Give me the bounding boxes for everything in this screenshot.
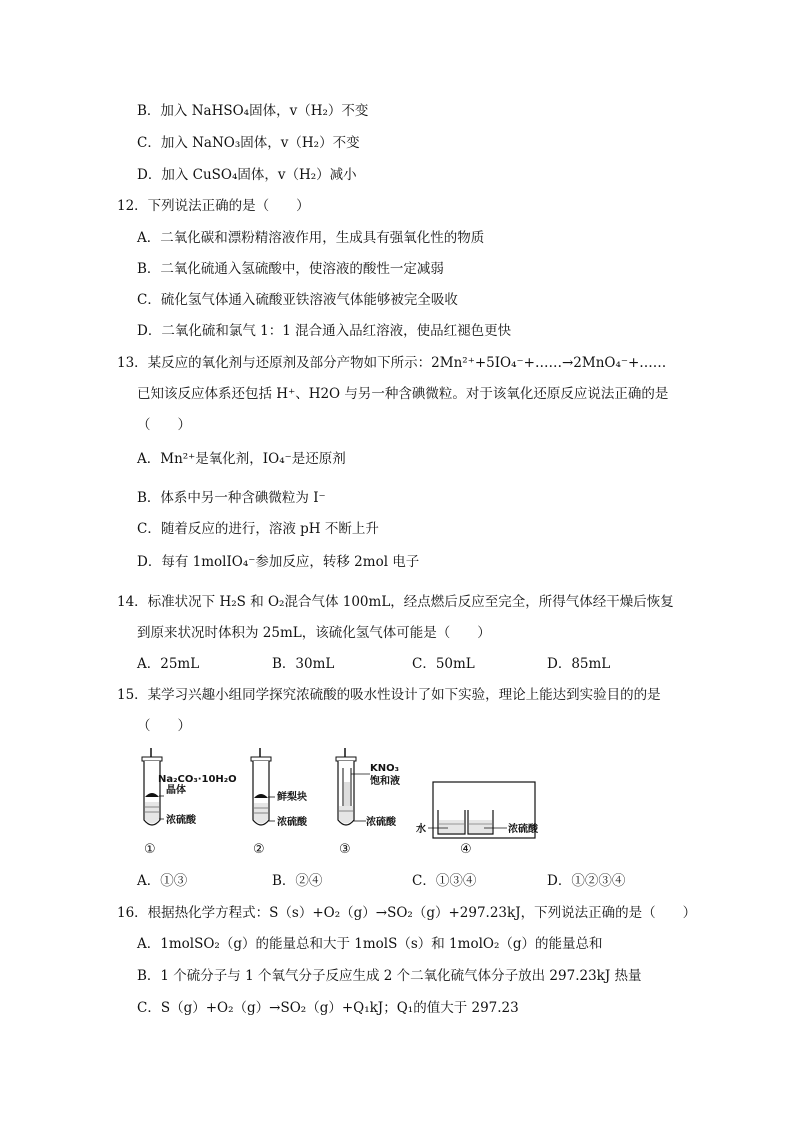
- question-13-paren: （ ）: [137, 417, 191, 433]
- q14-option-b: B．30mL: [272, 656, 335, 672]
- q16-option-a: A．1molSO₂（g）的能量总和大于 1molS（s）和 1molO₂（g）的能量总和: [137, 936, 603, 952]
- q13-option-c: C．随着反应的进行，溶液 pH 不断上升: [137, 521, 379, 537]
- tube2-label-acid: 浓硫酸: [277, 817, 307, 828]
- tube3-label-kno3: KNO₃: [370, 763, 399, 774]
- q15-option-d: D．①②③④: [547, 873, 626, 889]
- test-tube-2: [251, 748, 308, 857]
- test-tube-3: [336, 748, 400, 857]
- tube1-number: ①: [144, 842, 156, 857]
- setup4-number: ④: [460, 842, 472, 857]
- question-13: 13．某反应的氧化剂与还原剂及部分产物如下所示：2Mn²⁺+5IO₄⁻+……→2MnO₄⁻+……: [117, 355, 667, 371]
- question-12: 12．下列说法正确的是（ ）: [117, 198, 310, 214]
- q15-option-b: B．②④: [272, 873, 323, 889]
- tube3-number: ③: [339, 842, 351, 857]
- q13-option-d: D．每有 1molIO₄⁻参加反应，转移 2mol 电子: [137, 554, 420, 570]
- b-option-prev: B．加入 NaHSO₄固体，v（H₂）不变: [137, 103, 369, 119]
- tube1-label-acid: 浓硫酸: [166, 815, 196, 826]
- test-tube-1: [142, 748, 237, 857]
- q14-option-d: D．85mL: [547, 656, 611, 672]
- setup4-label-water: 水: [416, 824, 426, 835]
- q16-option-b: B．1 个硫分子与 1 个氧气分子反应生成 2 个二氧化硫气体分子放出 297.23kJ 热量: [137, 968, 642, 984]
- q13-option-a: A．Mn²⁺是氧化剂，IO₄⁻是还原剂: [137, 451, 346, 467]
- bell-jar-setup-4: [416, 782, 539, 857]
- q14-option-c: C．50mL: [412, 656, 475, 672]
- tube2-number: ②: [253, 842, 265, 857]
- experiment-figure: [130, 748, 560, 860]
- q15-option-a: A．①③: [137, 873, 188, 889]
- tube3-label-saturated: 饱和液: [370, 776, 400, 787]
- setup4-label-acid: 浓硫酸: [508, 824, 538, 835]
- c-option-prev: C．加入 NaNO₃固体，v（H₂）不变: [137, 135, 360, 151]
- q12-option-a: A．二氧化碳和漂粉精溶液作用，生成具有强氧化性的物质: [137, 230, 485, 246]
- q14-option-a: A．25mL: [137, 656, 200, 672]
- q16-option-c: C．S（g）+O₂（g）→SO₂（g）+Q₁kJ；Q₁的值大于 297.23: [137, 1000, 519, 1016]
- q13-option-b: B．体系中另一种含碘微粒为 I⁻: [137, 490, 326, 506]
- q12-option-b: B．二氧化硫通入氢硫酸中，使溶液的酸性一定减弱: [137, 261, 444, 277]
- question-16: 16．根据热化学方程式：S（s）+O₂（g）→SO₂（g）+297.23kJ，下列说法正确的是（ ）: [117, 905, 697, 921]
- q12-option-d: D．二氧化硫和氯气 1：1 混合通入品红溶液，使品红褪色更快: [137, 323, 512, 339]
- tube1-label-crystal: Na₂CO₃·10H₂O: [158, 774, 237, 785]
- d-option-prev: D．加入 CuSO₄固体，v（H₂）减小: [137, 167, 357, 183]
- question-13-cont: 已知该反应体系还包括 H⁺、H2O 与另一种含碘微粒。对于该氧化还原反应说法正确的是: [137, 386, 669, 402]
- q12-option-c: C．硫化氢气体通入硫酸亚铁溶液气体能够被完全吸收: [137, 292, 458, 308]
- tube2-label-pear: 鲜梨块: [277, 792, 307, 803]
- tube1-label-crystal-2: 晶体: [166, 785, 186, 796]
- question-14: 14．标准状况下 H₂S 和 O₂混合气体 100mL，经点燃后反应至完全，所得气体经干燥后恢复: [117, 594, 674, 610]
- tube3-label-acid: 浓硫酸: [366, 817, 396, 828]
- question-15: 15．某学习兴趣小组同学探究浓硫酸的吸水性设计了如下实验，理论上能达到实验目的的是: [117, 687, 661, 703]
- q15-option-c: C．①③④: [412, 873, 477, 889]
- question-15-paren: （ ）: [137, 718, 191, 734]
- question-14-cont: 到原来状况时体积为 25mL，该硫化氢气体可能是（ ）: [137, 625, 491, 641]
